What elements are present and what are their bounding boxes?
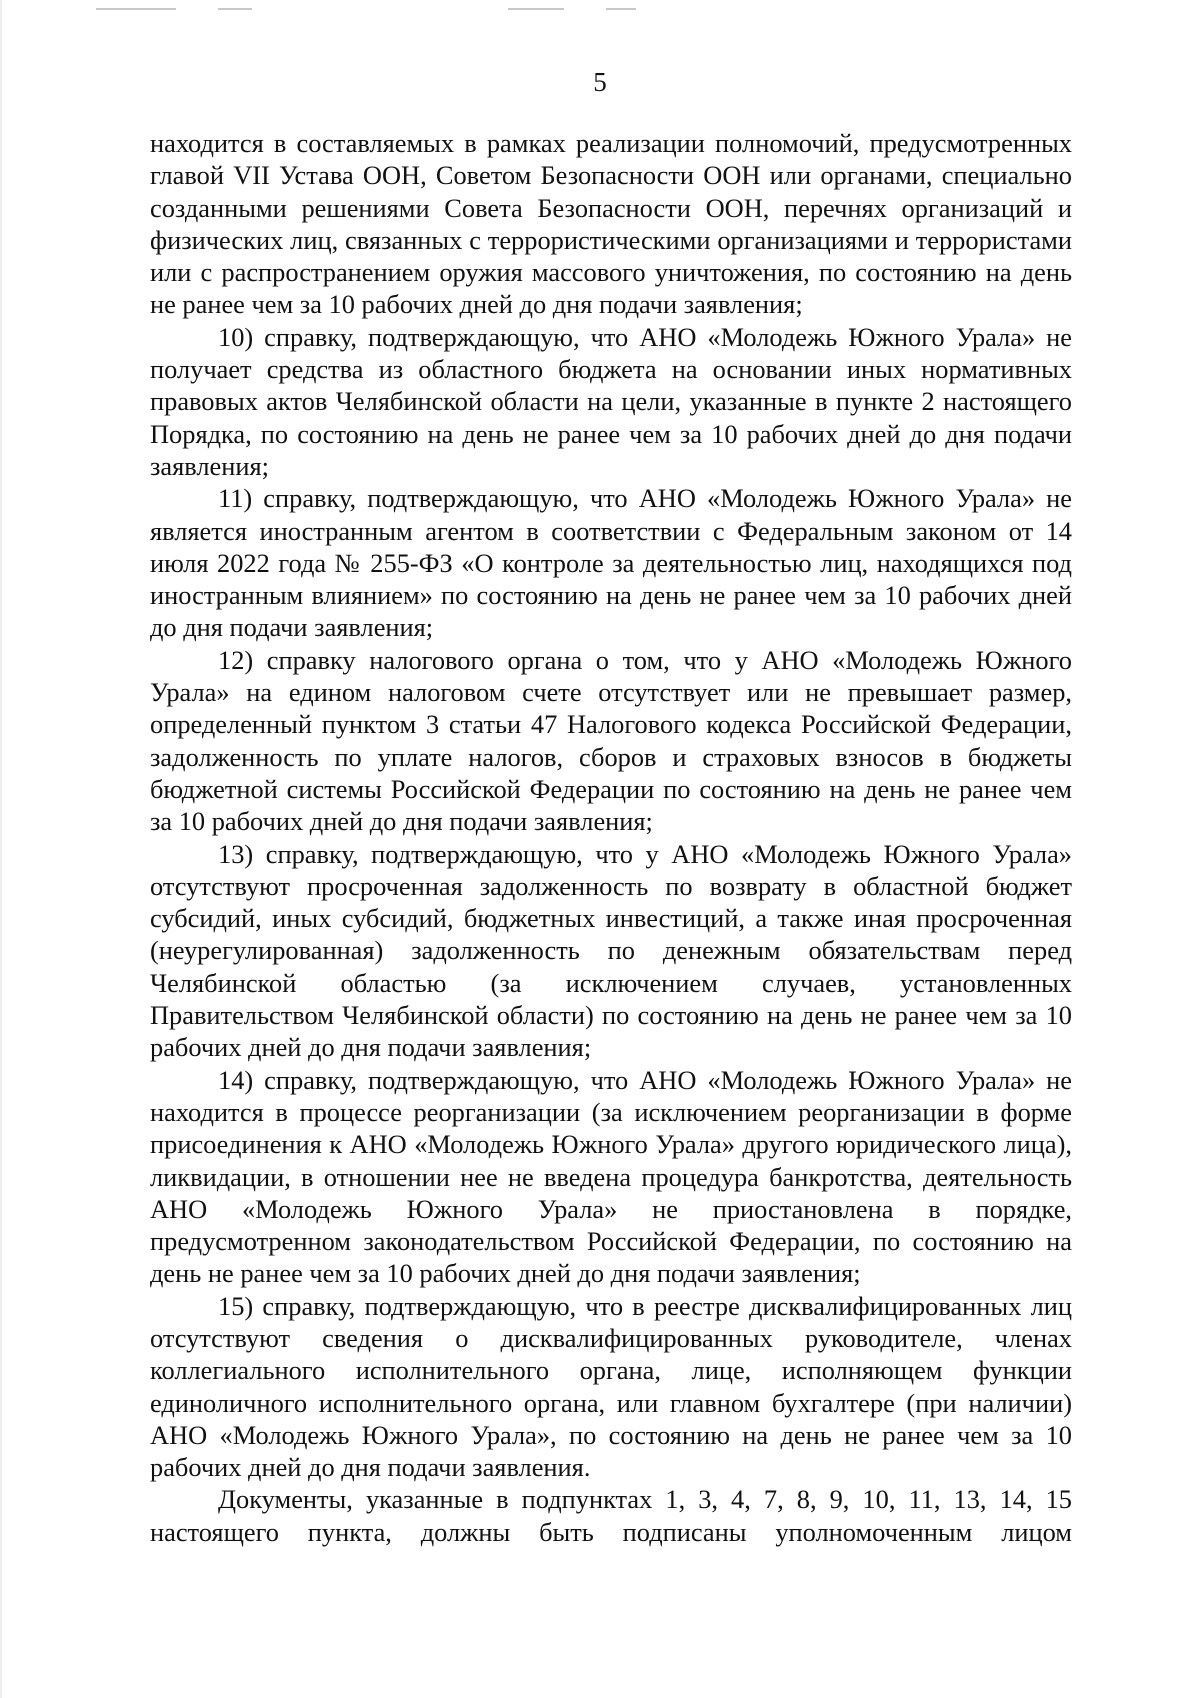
scan-artifact — [508, 8, 564, 10]
paragraph-item-11: 11) справку, подтверждающую, что АНО «Молодежь Южного Урала» не является иностранным агентом в соответствии с Федеральным законом от 14 июля 2022 года № 255-ФЗ «О контроле за деятельностью лиц, находящихся под иностранным влиянием» по состоянию на день не ранее чем за 10 рабочих дней до дня подачи заявления; — [150, 483, 1072, 643]
scan-artifact — [606, 8, 636, 10]
document-body — [150, 127, 1072, 1548]
paragraph-item-12: 12) справку налогового органа о том, что у АНО «Молодежь Южного Урала» на едином налоговом счете отсутствует или не превышает размер, определенный пунктом 3 статьи 47 Налогового кодекса Российской Федерации, задолженность по уплате налогов, сборов и страховых взносов в бюджеты бюджетной системы Российской Федерации по состоянию на день не ранее чем за 10 рабочих дней до дня подачи заявления; — [150, 644, 1072, 837]
paragraph-continuation: находится в составляемых в рамках реализации полномочий, предусмотренных главой VII Устава ООН, Советом Безопасности ООН или органами, специально созданными решениями Совета Безопасности ООН, перечнях организаций и физических лиц, связанных с террористическими организациями и террористами или с распространением оружия массового уничтожения, по состоянию на день не ранее чем за 10 рабочих дней до дня подачи заявления; — [150, 128, 1072, 320]
scan-edge — [0, 0, 2, 1698]
paragraph-item-10: 10) справку, подтверждающую, что АНО «Молодежь Южного Урала» не получает средства из областного бюджета на основании иных нормативных правовых актов Челябинской области на цели, указанные в пункте 2 настоящего Порядка, по состоянию на день не ранее чем за 10 рабочих дней до дня подачи заявления; — [150, 321, 1072, 481]
page-number: 5 — [593, 67, 607, 97]
paragraph-documents-note: Документы, указанные в подпунктах 1, 3, 4, 7, 8, 9, 10, 11, 13, 14, 15 настоящего пункта, должны быть подписаны уполномоченным лицом — [150, 1484, 1072, 1547]
paragraph-item-13: 13) справку, подтверждающую, что у АНО «Молодежь Южного Урала» отсутствуют просроченная задолженность по возврату в областной бюджет субсидий, иных субсидий, бюджетных инвестиций, а также иная просроченная (неурегулированная) задолженность по денежным обязательствам перед Челябинской областью (за исключением случаев, установленных Правительством Челябинской области) по состоянию на день не ранее чем за 10 рабочих дней до дня подачи заявления; — [150, 838, 1072, 1063]
scan-artifact — [96, 8, 176, 10]
paragraph-item-15: 15) справку, подтверждающую, что в реестре дисквалифицированных лиц отсутствуют сведения о дисквалифицированных руководителе, членах коллегиального исполнительного органа, лице, исполняющем функции единоличного исполнительного органа, или главном бухгалтере (при наличии) АНО «Молодежь Южного Урала», по состоянию на день не ранее чем за 10 рабочих дней до дня подачи заявления. — [150, 1290, 1072, 1483]
scan-artifact — [218, 8, 252, 10]
paragraph-item-14: 14) справку, подтверждающую, что АНО «Молодежь Южного Урала» не находится в процессе реорганизации (за исключением реорганизации в форме присоединения к АНО «Молодежь Южного Урала» другого юридического лица), ликвидации, в отношении нее не введена процедура банкротства, деятельность АНО «Молодежь Южного Урала» не приостановлена в порядке, предусмотренном законодательством Российской Федерации, по состоянию на день не ранее чем за 10 рабочих дней до дня подачи заявления; — [150, 1064, 1072, 1289]
